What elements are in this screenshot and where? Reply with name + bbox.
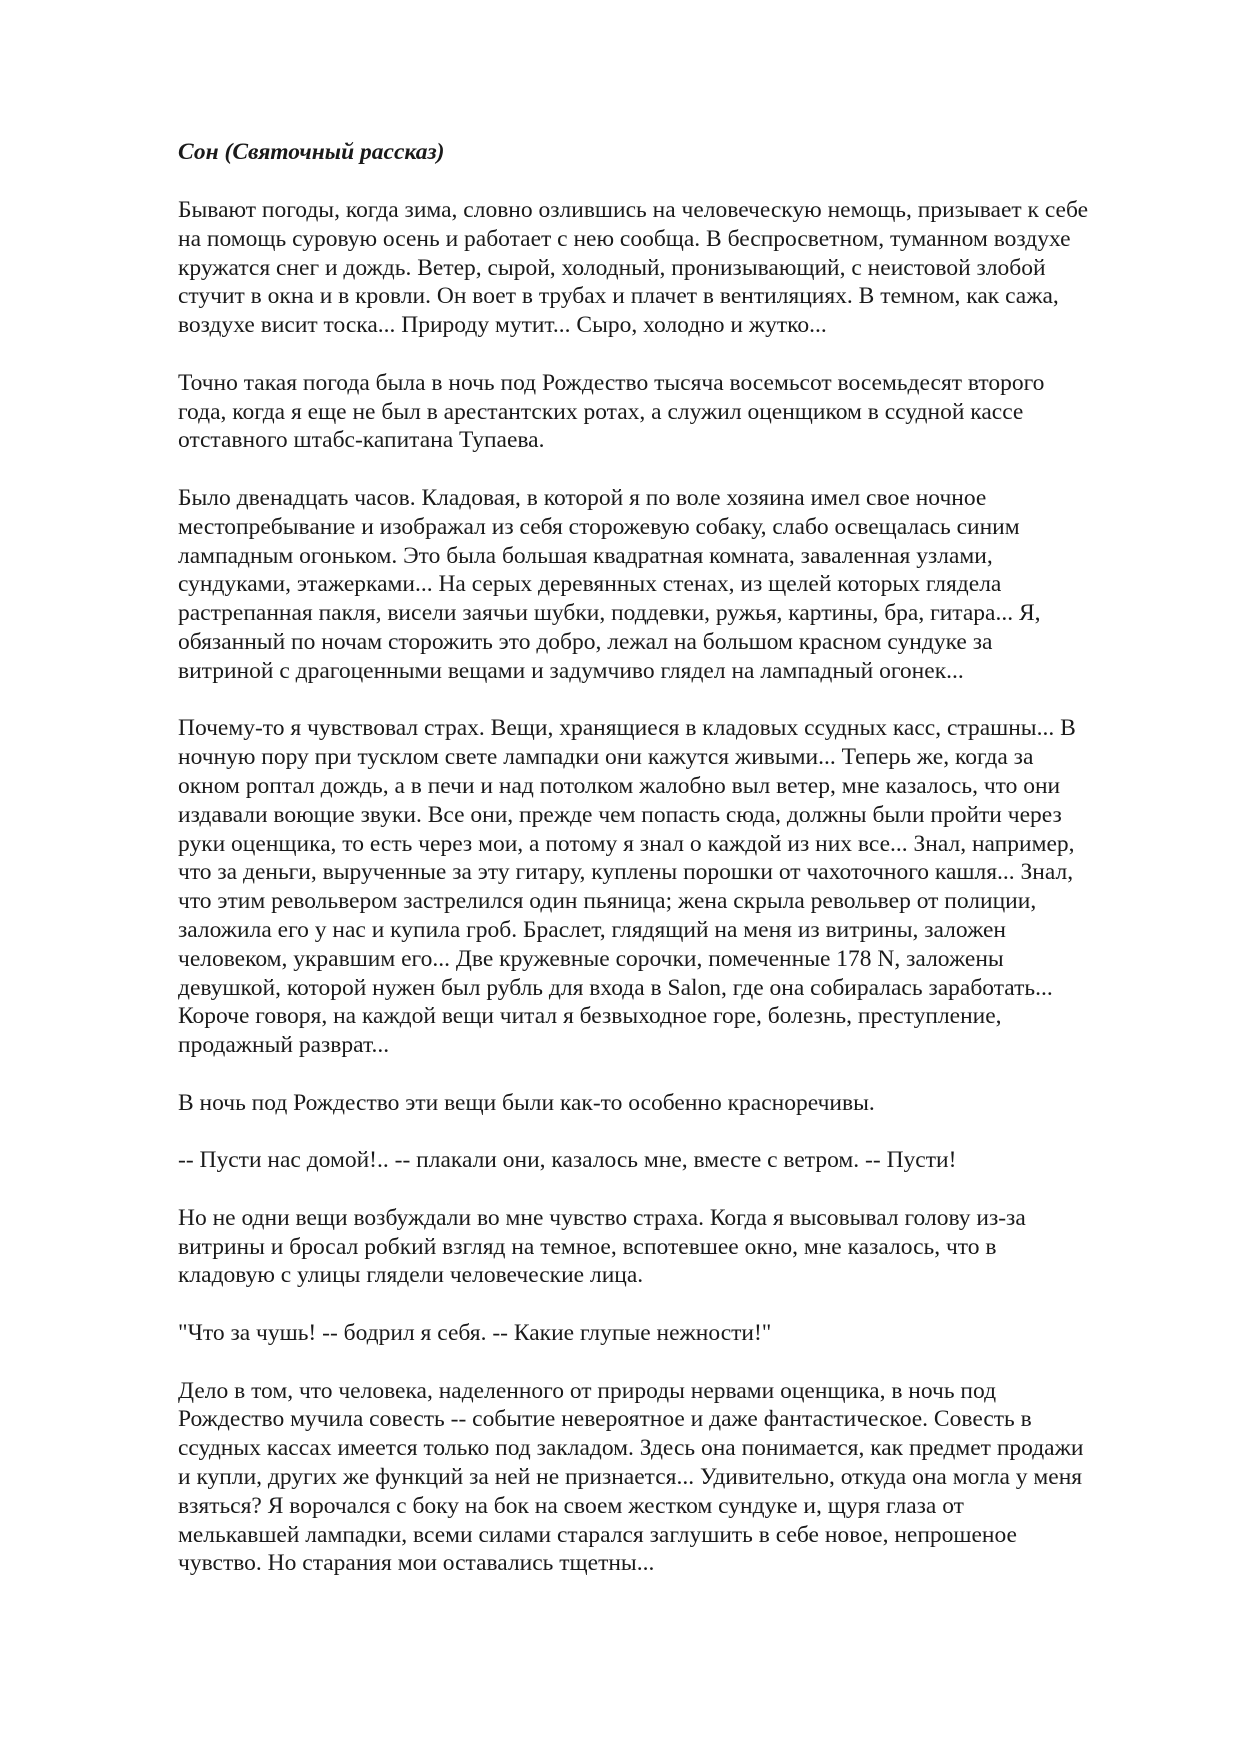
paragraph [178,1089,1163,1118]
text-line: кладовую с улицы глядели человеческие лица. [178,1262,644,1289]
text-line: обязанный по ночам сторожить это добро, лежал на большом красном сундуке за [178,628,993,655]
text-line: ночную пору при тусклом свете лампадки они кажутся живыми... Теперь же, когда за [178,744,1034,771]
document-title: Сон (Святочный рассказ) [178,139,445,165]
text-line: года, когда я еще не был в арестантских ротах, а служил оценщиком в ссудной кассе [178,398,1024,425]
text-line: сундуками, этажерками... На серых деревянных стенах, из щелей которых глядела [178,571,1002,598]
text-line: человеком, укравшим его... Две кружевные сорочки, помеченные 178 N, заложены [178,945,1004,972]
document-body [178,138,1163,1607]
text-line: издавали воющие звуки. Все они, прежде чем попасть сюда, должны были пройти через [178,801,1062,828]
text-line: воздухе висит тоска... Природу мутит... Сыро, холодно и жутко... [178,312,827,339]
text-line: взяться? Я ворочался с боку на бок на своем жестком сундуке и, щуря глаза от [178,1492,964,1519]
text-line: Точно такая погода была в ночь под Рождество тысяча восемьсот восемьдесят второго [178,369,1045,396]
paragraph [178,369,1163,455]
text-line: В ночь под Рождество эти вещи были как-то особенно красноречивы. [178,1089,875,1116]
text-line: мелькавшей лампадки, всеми силами старался заглушить в себе новое, непрошеное [178,1521,1017,1548]
text-line: -- Пусти нас домой!.. -- плакали они, казалось мне, вместе с ветром. -- Пусти! [178,1147,957,1174]
text-line: заложила его у нас и купила гроб. Браслет, глядящий на меня из витрины, заложен [178,916,1006,943]
text-line: Рождество мучила совесть -- событие невероятное и даже фантастическое. Совесть в [178,1406,1032,1433]
paragraph [178,1319,1163,1348]
text-line: лампадным огоньком. Это была большая квадратная комната, заваленная узлами, [178,542,993,569]
text-line: витрины и бросал робкий взгляд на темное, вспотевшее окно, мне казалось, что в [178,1233,997,1260]
paragraph [178,1377,1163,1579]
paragraph [178,196,1163,340]
paragraph [178,484,1163,686]
text-line: руки оценщика, то есть через мои, а потому я знал о каждой из них все... Знал, например, [178,830,1075,857]
text-line: Дело в том, что человека, наделенного от природы нервами оценщика, в ночь под [178,1377,997,1404]
text-line: стучит в окна и в кровли. Он воет в трубах и плачет в вентиляциях. В темном, как сажа, [178,283,1059,310]
paragraph [178,1204,1163,1290]
text-line: отставного штабс-капитана Тупаева. [178,427,545,454]
text-line: что за деньги, вырученные за эту гитару, куплены порошки от чахоточного кашля... Знал, [178,859,1074,886]
text-line: Но не одни вещи возбуждали во мне чувство страха. Когда я высовывал голову из-за [178,1204,1026,1231]
text-line: продажный разврат... [178,1032,390,1059]
text-line: "Что за чушь! -- бодрил я себя. -- Какие глупые нежности!" [178,1320,772,1347]
text-line: на помощь суровую осень и работает с нею сообща. В беспросветном, туманном воздухе [178,225,1071,252]
text-line: девушкой, которой нужен был рубль для входа в Salon, где она собиралась заработать... [178,974,1053,1001]
text-line: Короче говоря, на каждой вещи читал я безвыходное горе, болезнь, преступление, [178,1003,1002,1030]
text-line: чувство. Но старания мои оставались тщетны... [178,1550,655,1577]
text-line: окном роптал дождь, а в печи и над потолком жалобно выл ветер, мне казалось, что они [178,772,1061,799]
text-line: ссудных кассах имеется только под закладом. Здесь она понимается, как предмет продажи [178,1435,1084,1462]
text-line: Почему-то я чувствовал страх. Вещи, хранящиеся в кладовых ссудных касс, страшны... В [178,715,1076,742]
text-line: Было двенадцать часов. Кладовая, в которой я по воле хозяина имел свое ночное [178,484,987,511]
text-line: кружатся снег и дождь. Ветер, сырой, холодный, пронизывающий, с неистовой злобой [178,254,1046,281]
text-line: местопребывание и изображал из себя сторожевую собаку, слабо освещалась синим [178,513,1020,540]
paragraph [178,714,1163,1060]
text-line: витриной с драгоценными вещами и задумчиво глядел на лампадный огонек... [178,657,964,684]
text-line: что этим револьвером застрелился один пьяница; жена скрыла револьвер от полиции, [178,888,1037,915]
text-line: и купли, других же функций за ней не признается... Удивительно, откуда она могла у меня [178,1464,1083,1491]
text-line: Бывают погоды, когда зима, словно озлившись на человеческую немощь, призывает к себе [178,197,1089,223]
paragraph [178,1146,1163,1175]
text-line: растрепанная пакля, висели заячьи шубки, поддевки, ружья, картины, бра, гитара... Я, [178,600,1041,627]
